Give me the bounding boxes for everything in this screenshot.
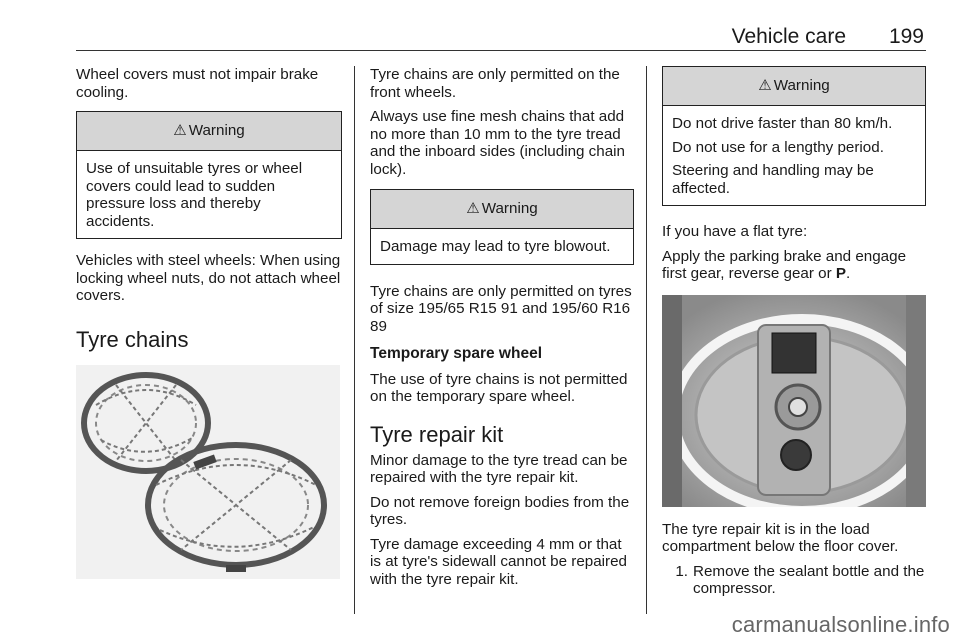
warning-box	[76, 111, 342, 239]
warning-triangle-icon: ⚠	[758, 77, 772, 94]
intro-text: Wheel covers must not impair brake cooling.	[76, 66, 319, 101]
page-header	[76, 0, 926, 52]
page-number: 199	[888, 25, 924, 48]
warning-triangle-icon: ⚠	[173, 122, 187, 139]
flat-tyre-intro: If you have a flat tyre:	[662, 223, 808, 240]
spare-wheel-text: The use of tyre chains is not permitted on the temporary spare wheel.	[370, 370, 628, 405]
flat-tyre-instruction: Apply the parking brake and engage first gear, reverse gear or	[662, 247, 907, 282]
warning-box	[370, 189, 634, 265]
repair-kit-text-2: Do not remove foreign bodies from the tyres.	[370, 493, 630, 528]
warning-text: Use of unsuitable tyres or wheel covers could lead to sudden pressure loss and thereby accidents.	[86, 160, 303, 230]
warning-box	[662, 66, 926, 206]
gear-p: P	[835, 265, 847, 282]
column-divider	[646, 66, 647, 614]
section-title: Vehicle care	[731, 25, 846, 48]
flat-tyre-text	[662, 248, 926, 283]
warning-body	[371, 229, 633, 264]
list-number: 1.	[675, 562, 688, 580]
warning-triangle-icon: ⚠	[466, 200, 480, 217]
watermark: carmanualsonline.info	[731, 612, 950, 637]
warning-title: Warning	[481, 200, 538, 217]
punctuation: .	[846, 265, 851, 282]
column-3	[662, 66, 926, 598]
warning-line: Do not use for a lengthy period.	[672, 138, 884, 156]
chains-mesh-text: Always use fine mesh chains that add no more than 10 mm to the tyre tread and the inboard sides (including chain lock).	[370, 108, 625, 178]
tyre-chains-illustration	[76, 365, 340, 579]
steel-wheels-text: Vehicles with steel wheels: When using locking wheel nuts, do not attach wheel covers.	[76, 252, 341, 304]
repair-kit-location-photo	[662, 295, 926, 507]
section-heading-tyre-repair-kit: Tyre repair kit	[370, 421, 504, 447]
warning-text: Damage may lead to tyre blowout.	[380, 238, 611, 255]
warning-title: Warning	[188, 122, 245, 139]
warning-header	[663, 67, 925, 106]
spare-wheel-heading: Temporary spare wheel	[370, 345, 543, 362]
column-1	[76, 66, 342, 579]
warning-body	[663, 106, 925, 205]
warning-title: Warning	[773, 77, 830, 94]
chains-front-text: Tyre chains are only permitted on the front wheels.	[370, 66, 620, 101]
warning-line: Steering and handling may be affected.	[672, 162, 874, 197]
warning-header	[77, 112, 341, 151]
warning-header	[371, 190, 633, 229]
repair-kit-text-3: Tyre damage exceeding 4 mm or that is at tyre's sidewall cannot be repaired with the tyre repair kit.	[370, 535, 628, 588]
section-heading-tyre-chains: Tyre chains	[76, 326, 189, 352]
warning-body	[77, 151, 341, 238]
warning-line: Do not drive faster than 80 km/h.	[672, 115, 893, 132]
chains-size-text: Tyre chains are only permitted on tyres of size 195/65 R15 91 and 195/60 R16 89	[370, 282, 632, 335]
list-text: Remove the sealant bottle and the compressor.	[693, 562, 925, 597]
header-rule	[76, 50, 926, 51]
repair-kit-location-text: The tyre repair kit is in the load compartment below the floor cover.	[662, 520, 899, 555]
column-2	[370, 66, 634, 595]
list-item	[662, 563, 926, 598]
repair-kit-text-1: Minor damage to the tyre tread can be repaired with the tyre repair kit.	[370, 451, 628, 486]
column-divider	[354, 66, 355, 614]
